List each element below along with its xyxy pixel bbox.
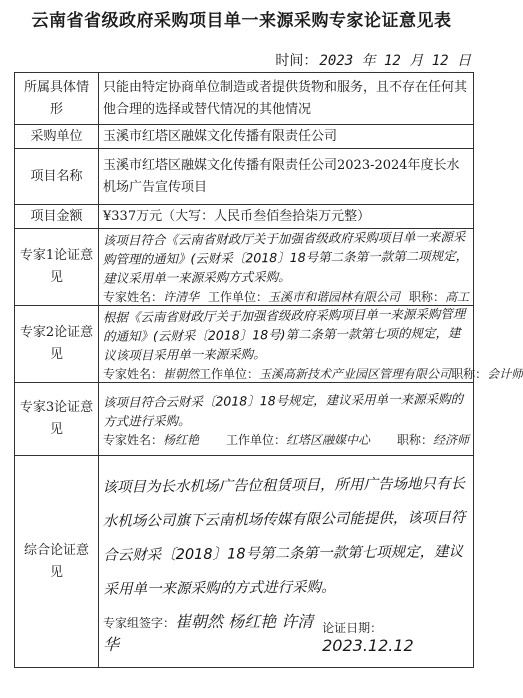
expert-2-unit: 玉溪高新技术产业园区管理有限公司 [259, 367, 452, 381]
date-label: 时间： [275, 53, 318, 69]
row-situation [15, 73, 474, 125]
expert-1-title-label: 职称： [408, 290, 445, 304]
form-date [275, 50, 471, 70]
page-title: 云南省省级政府采购项目单一来源采购专家论证意见表 [31, 11, 452, 31]
row-expert-3 [15, 383, 474, 456]
summary-date: 2023.12.12 [322, 635, 414, 655]
expert-1-opinion: 该项目符合《云南省财政厅关于加强省级政府采购项目单一来源采购管理的通知》(云财采〔2018〕18号第二条第一款第二项规定，建议采用单一来源采购方式采购。 [102, 229, 469, 286]
expert-3-title: 经济师 [432, 432, 469, 447]
expert-2-meta [103, 365, 523, 382]
expert-1-name: 许清华 [163, 290, 200, 304]
expert-2-name: 崔朝然 [163, 367, 200, 381]
row-expert-2 [15, 306, 474, 383]
expert-2-title-label: 职称： [451, 367, 488, 381]
row-purchaser [15, 125, 474, 149]
expert-2-name-label: 专家姓名： [103, 367, 164, 381]
project-name-label: 项目名称 [15, 149, 99, 205]
expert-3-name: 杨红艳 [163, 432, 200, 447]
date-value: 2023 年 12 月 12 日 [319, 53, 471, 69]
expert-1-unit-label: 工作单位： [207, 290, 268, 304]
situation-value: 只能由特定协商单位制造或者提供货物和服务，且不存在任何其他合理的选择或替代情况的其他情况 [99, 73, 474, 125]
expert-1-cell [99, 229, 474, 306]
purchaser-value: 玉溪市红塔区融媒文化传播有限责任公司 [99, 125, 474, 149]
summary-footer [103, 609, 469, 655]
summary-date-label: 论证日期： [322, 620, 383, 635]
expert-3-title-label: 职称： [396, 432, 433, 447]
project-name-value: 玉溪市红塔区融媒文化传播有限责任公司2023-2024年度长水机场广告宣传项目 [99, 149, 474, 205]
expert-2-label: 专家2论证意见 [15, 306, 99, 383]
summary-opinion: 该项目为长水机场广告位租赁项目，所用广告场地只有长水机场公司旗下云南机场传媒有限公司能提供，该项目符合云财采〔2018〕18号第二条第一款第七项规定，建议采用单一来源采购的方式进行采购。 [102, 475, 466, 598]
expert-3-cell [99, 383, 474, 456]
expert-1-title: 高工 [444, 290, 469, 304]
amount-label: 项目金额 [15, 205, 99, 229]
signers-label: 专家组签字： [103, 615, 176, 630]
summary-label: 综合论证意见 [15, 456, 99, 668]
expert-3-name-label: 专家姓名： [103, 432, 164, 447]
expert-2-unit-label: 工作单位： [199, 367, 260, 381]
expert-3-label: 专家3论证意见 [15, 383, 99, 456]
expert-3-unit: 红塔区融媒中心 [286, 432, 371, 447]
expert-3-unit-label: 工作单位： [225, 432, 286, 447]
row-summary [15, 456, 474, 668]
signers: 崔朝然 杨红艳 许清华 [103, 611, 314, 654]
expert-2-title: 会计师 [487, 367, 523, 381]
expert-2-cell [99, 306, 523, 383]
row-amount [15, 205, 474, 229]
expert-1-label: 专家1论证意见 [15, 229, 99, 306]
expert-2-opinion: 根据《云南省财政厅关于加强省级政府采购项目单一来源采购管理的通知》(云财采〔2018〕18号)第二条第一款第七项的规定，建议该项目采用单一来源采购。 [102, 306, 466, 363]
opinion-form-table [14, 72, 523, 668]
situation-label: 所属具体情形 [15, 73, 99, 125]
summary-cell [99, 456, 474, 668]
amount-value: ¥337万元（大写：人民币叁佰叁拾柒万元整） [99, 205, 474, 229]
expert-3-opinion: 该项目符合云财采〔2018〕18号规定，建议采用单一来源采购的方式进行采购。 [102, 390, 464, 429]
row-expert-1 [15, 229, 474, 306]
purchaser-label: 采购单位 [15, 125, 99, 149]
expert-1-name-label: 专家姓名： [103, 290, 164, 304]
expert-3-meta [103, 431, 469, 448]
expert-1-meta [103, 288, 469, 305]
row-project-name [15, 149, 474, 205]
expert-1-unit: 玉溪市和谐园林有限公司 [268, 290, 401, 304]
